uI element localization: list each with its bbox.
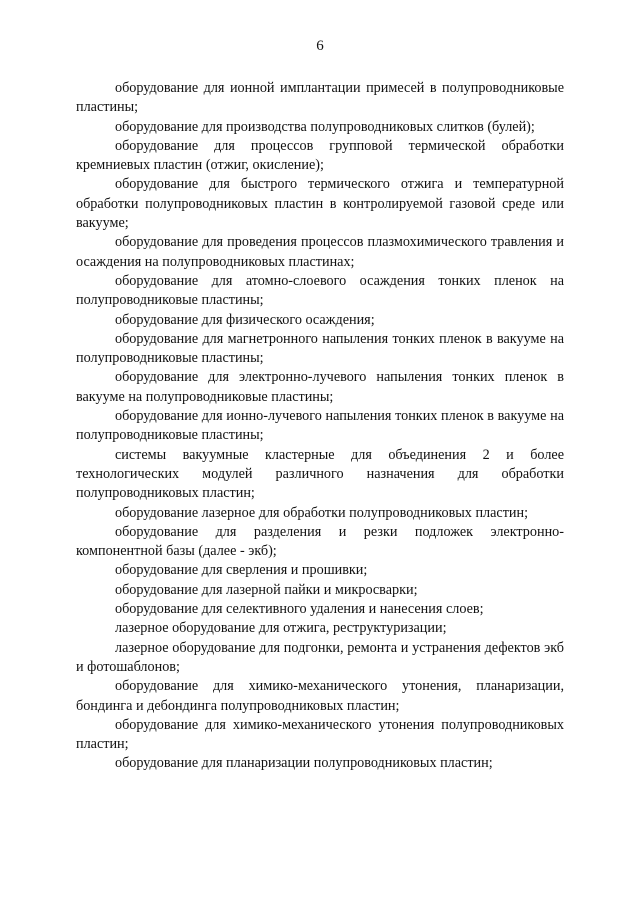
list-item: оборудование для физического осаждения; — [115, 311, 375, 328]
list-item: оборудование лазерное для обработки полупроводниковых пластин; — [115, 504, 529, 521]
list-item: оборудование для быстрого термического отжига и температурной обработки полупроводниковых пластин в контролируемой газовой среде или вакууме; — [76, 176, 564, 232]
list-item: оборудование для проведения процессов плазмохимического травления и осаждения на полупроводниковых пластинах; — [76, 234, 564, 270]
list-item: оборудование для планаризации полупроводниковых пластин; — [115, 755, 493, 772]
list-item: оборудование для химико-механического утонения полупроводниковых пластин; — [76, 716, 564, 753]
list-item: оборудование для селективного удаления и нанесения слоев; — [115, 601, 484, 618]
list-item: оборудование для атомно-слоевого осаждения тонких пленок на полупроводниковые пластины; — [76, 272, 564, 309]
list-item: оборудование для электронно-лучевого напыления тонких пленок в вакууме на полупроводниковые пластины; — [76, 369, 564, 405]
list-item: оборудование для разделения и резки подложек электронно-компонентной базы (далее - экб); — [76, 523, 564, 560]
list-item: оборудование для процессов групповой термической обработки кремниевых пластин (отжиг, окисление); — [76, 137, 564, 174]
page-number: 6 — [316, 38, 324, 54]
list-item: системы вакуумные кластерные для объединения 2 и более технологических модулей различного назначения для обработки полупроводниковых пластин; — [76, 446, 564, 502]
list-item: лазерное оборудование для подгонки, ремонта и устранения дефектов экб и фотошаблонов; — [76, 639, 564, 675]
list-item: оборудование для сверления и прошивки; — [115, 562, 368, 579]
list-item: оборудование для лазерной пайки и микросварки; — [115, 581, 418, 598]
body-text — [76, 79, 564, 774]
list-item: оборудование для магнетронного напыления тонких пленок в вакууме на полупроводниковые пластины; — [76, 330, 564, 367]
list-item: оборудование для производства полупроводниковых слитков (булей); — [115, 118, 535, 135]
list-item: лазерное оборудование для отжига, реструктуризации; — [115, 620, 447, 637]
list-item: оборудование для химико-механического утонения, планаризации, бондинга и дебондинга полупроводниковых пластин; — [76, 678, 564, 714]
list-item: оборудование для ионной имплантации примесей в полупроводниковые пластины; — [76, 80, 564, 116]
list-item: оборудование для ионно-лучевого напыления тонких пленок в вакууме на полупроводниковые пластины; — [76, 408, 564, 444]
